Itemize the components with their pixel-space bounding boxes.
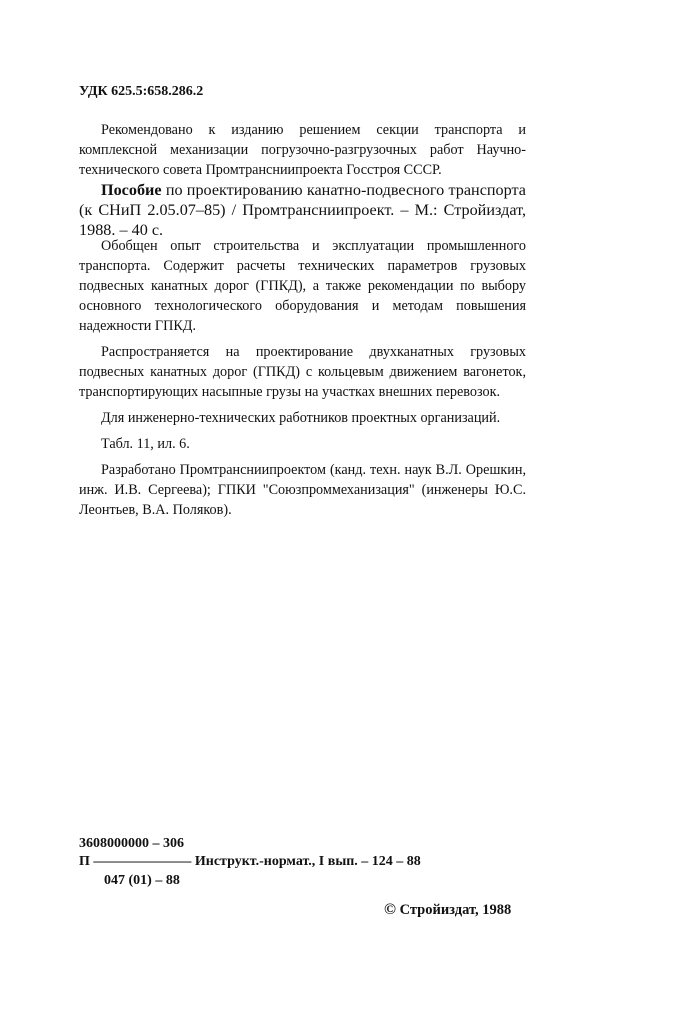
copyright-text: Стройиздат, 1988 [395, 902, 512, 918]
imprint-line-1: 3608000000 – 306 [79, 836, 184, 851]
udk-code: УДК 625.5:658.286.2 [79, 84, 204, 99]
annotation-paragraph-3: Для инженерно-технических работников проектных организаций. [101, 410, 501, 426]
annotation [79, 236, 526, 520]
annotation-paragraph-2: Распространяется на проектирование двухканатных грузовых подвесных канатных дорог (ГПКД) с кольцевым движением вагонеток, транспортирующих насыпные грузы на участках внешних перевозок. [79, 344, 526, 400]
reference-title: Пособие [101, 181, 162, 199]
imprint-line-2: П –––––––––––––– Инструкт.-нормат., I вып. – 124 – 88 [79, 854, 421, 869]
copyright-icon: © [384, 901, 396, 918]
annotation-paragraph-1: Обобщен опыт строительства и эксплуатации промышленного транспорта. Содержит расчеты технических параметров грузовых подвесных канатных дорог (ГПКД), а также рекомендации по выбору основного технологического оборудования и методам повышения надежности ГПКД. [79, 238, 526, 334]
annotation-paragraph-5: Разработано Промтрансниипроектом (канд. техн. наук В.Л. Орешкин, инж. И.В. Сергеева); ГПКИ "Союзпроммеханизация" (инженеры Ю.С. Леонтьев, В.А. Поляков). [79, 462, 526, 518]
copyright [384, 901, 511, 919]
bibliographic-reference [79, 180, 526, 240]
reference-details: по проектированию канатно-подвесного транспорта (к СНиП 2.05.07–85) / Промтрансниипроект. – М.: Стройиздат, 1988. – 40 с. [79, 181, 526, 239]
annotation-paragraph-4: Табл. 11, ил. 6. [101, 436, 190, 452]
recommendation-note: Рекомендовано к изданию решением секции транспорта и комплексной механизации погрузочно-разгрузочных работ Научно-технического совета Промтрансниипроекта Госстроя СССР. [79, 122, 526, 178]
imprint-line-3: 047 (01) – 88 [104, 873, 180, 888]
